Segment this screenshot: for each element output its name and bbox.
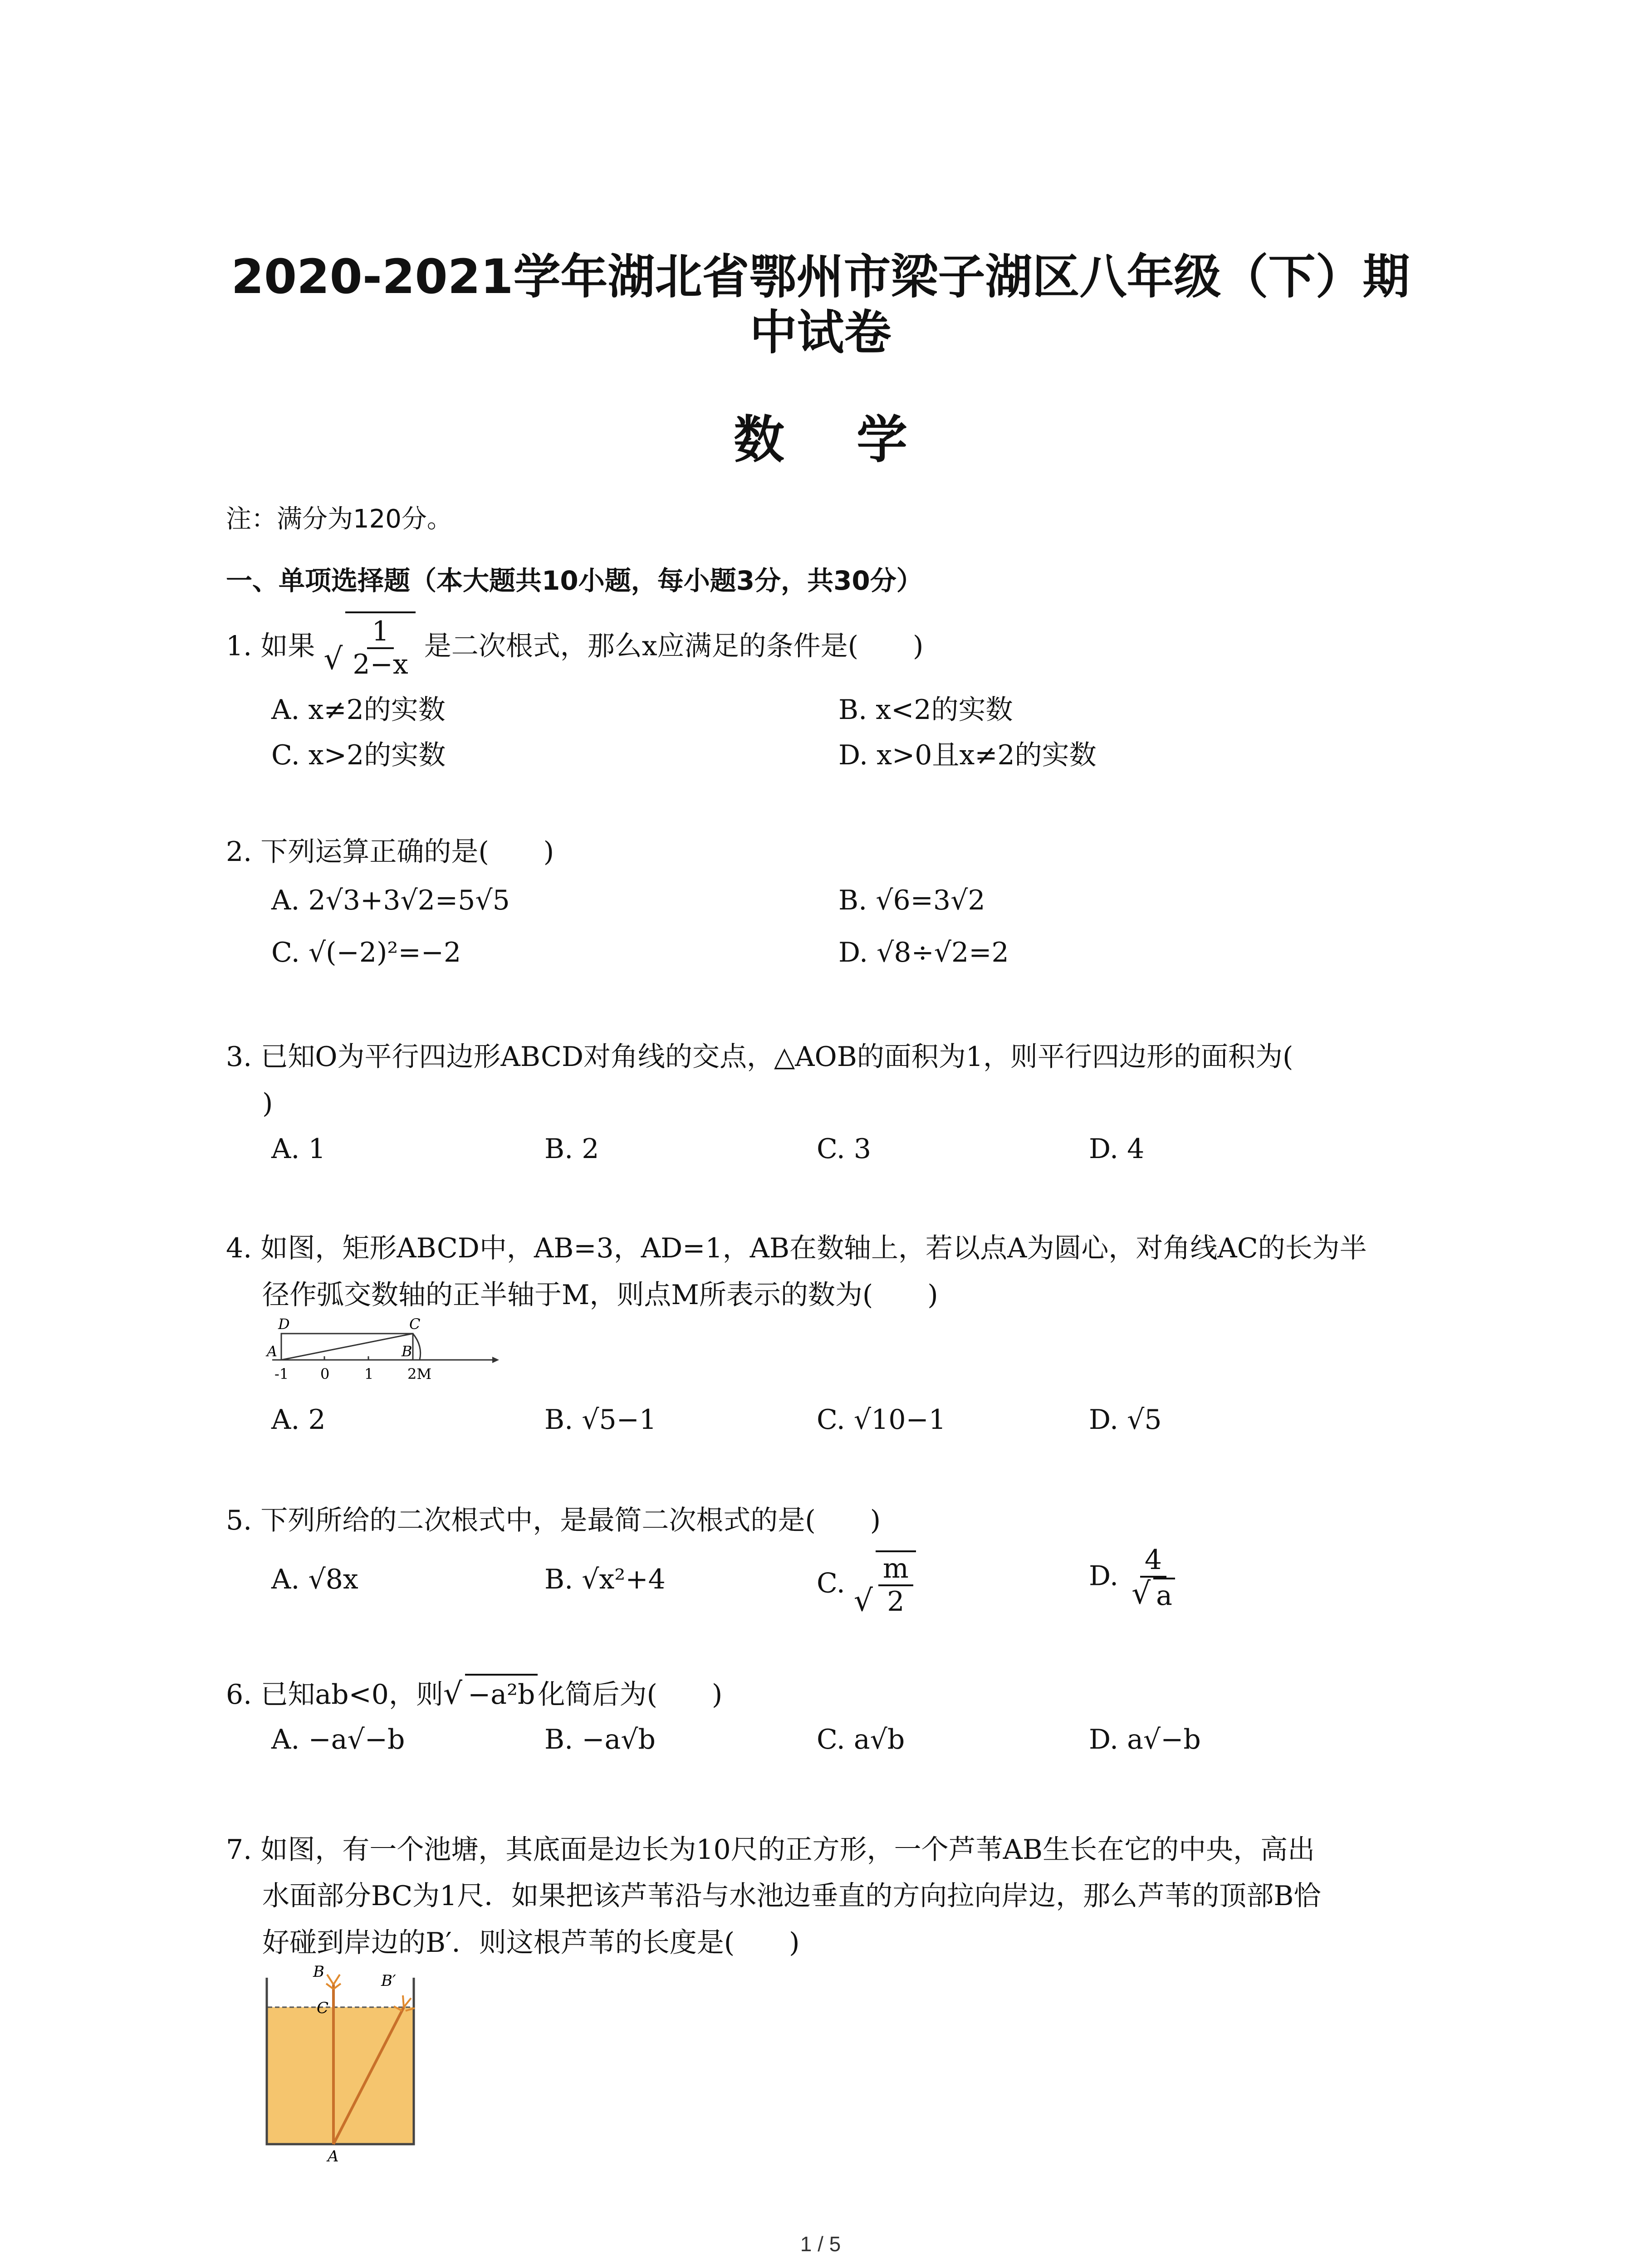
q7-pond-figure <box>254 1964 445 2164</box>
q5-c-radical <box>854 1550 916 1618</box>
q5-c-den: 2 <box>887 1586 905 1618</box>
q3-option-a[interactable]: A. 1 <box>271 1133 326 1165</box>
q6-option-b[interactable]: B. −a√b <box>544 1724 656 1755</box>
q6-option-c[interactable]: C. a√b <box>817 1724 905 1755</box>
q1-option-c[interactable]: C. x>2的实数 <box>271 739 446 771</box>
pond-water <box>268 2007 413 2143</box>
q4-option-a[interactable]: A. 2 <box>271 1404 326 1436</box>
radical-sign-icon: √ <box>443 1676 463 1711</box>
q2-option-b[interactable]: B. √6=3√2 <box>838 885 985 916</box>
question-1 <box>226 611 923 680</box>
q6-stem: 化简后为( ) <box>538 1679 723 1711</box>
question-7-line1: 7. 如图，有一个池塘，其底面是边长为10尺的正方形，一个芦苇AB生长在它的中央，高出 <box>226 1834 1315 1866</box>
q5-d-num: 4 <box>1140 1545 1166 1578</box>
q1-radical <box>323 611 415 680</box>
q2-option-d[interactable]: D. √8÷√2=2 <box>838 937 1009 968</box>
q3-option-d[interactable]: D. 4 <box>1089 1133 1145 1165</box>
axis-arrow-icon <box>492 1357 499 1363</box>
tick-label-m1: -1 <box>274 1365 289 1383</box>
q1-frac-den: 2−x <box>353 649 408 680</box>
question-3-line2: ) <box>262 1088 273 1119</box>
q5-option-b[interactable]: B. √x²+4 <box>544 1564 666 1595</box>
q6-radicand: −a²b <box>465 1674 538 1713</box>
tick-label-2m: 2M <box>407 1365 432 1383</box>
diagonal-ac <box>281 1334 413 1360</box>
section-heading: 一、单项选择题（本大题共10小题，每小题3分，共30分） <box>226 565 923 596</box>
q4-option-d[interactable]: D. √5 <box>1089 1404 1162 1436</box>
q5-c-num: m <box>878 1553 913 1586</box>
q1-lead: 1. 如果 <box>226 630 315 662</box>
question-4-line1: 4. 如图，矩形ABCD中，AB=3，AD=1，AB在数轴上，若以点A为圆心，对角线AC的长为半 <box>226 1232 1367 1264</box>
q3-option-c[interactable]: C. 3 <box>817 1133 872 1165</box>
q4-option-b[interactable]: B. √5−1 <box>544 1404 657 1436</box>
q4-option-c[interactable]: C. √10−1 <box>817 1404 946 1436</box>
label-a: A <box>328 2147 339 2164</box>
exam-title-line1: 2020-2021学年湖北省鄂州市梁子湖区八年级（下）期 <box>231 249 1410 304</box>
q5-d-label: D. <box>1089 1560 1119 1592</box>
exam-title-line2: 中试卷 <box>749 305 892 360</box>
q1-fraction <box>348 616 412 680</box>
radical-sign-icon: √ <box>1132 1576 1151 1611</box>
tick-label-1: 1 <box>364 1365 374 1383</box>
question-7-line2: 水面部分BC为1尺．如果把该芦苇沿与水池边垂直的方向拉向岸边，那么芦苇的顶部B恰 <box>262 1880 1321 1912</box>
q6-option-d[interactable]: D. a√−b <box>1089 1724 1201 1755</box>
q5-option-d[interactable] <box>1089 1545 1180 1612</box>
q1-stem: 是二次根式，那么x应满足的条件是( ) <box>424 630 924 662</box>
q5-d-den: a <box>1153 1578 1175 1612</box>
q6-option-a[interactable]: A. −a√−b <box>271 1724 405 1755</box>
q2-option-a[interactable]: A. 2√3+3√2=5√5 <box>271 885 510 916</box>
label-c: C <box>317 1999 329 2017</box>
q1-option-b[interactable]: B. x<2的实数 <box>838 694 1013 726</box>
q1-option-a[interactable]: A. x≠2的实数 <box>271 694 446 726</box>
q3-option-b[interactable]: B. 2 <box>544 1133 599 1165</box>
question-7-line3: 好碰到岸边的B′．则这根芦苇的长度是( ) <box>262 1927 800 1959</box>
question-2: 2. 下列运算正确的是( ) <box>226 836 554 868</box>
question-4-line2: 径作弧交数轴的正半轴于M，则点M所表示的数为( ) <box>262 1279 938 1311</box>
score-note: 注：满分为120分。 <box>226 504 452 534</box>
q4-number-line-figure <box>263 1313 499 1386</box>
q6-radical <box>443 1674 538 1713</box>
label-d: D <box>278 1315 290 1333</box>
q5-c-label: C. <box>817 1567 845 1599</box>
label-a: A <box>267 1343 278 1360</box>
q5-option-c[interactable] <box>817 1550 916 1618</box>
page-number: 1 / 5 <box>800 2232 841 2256</box>
question-3-line1: 3. 已知O为平行四边形ABCD对角线的交点，△AOB的面积为1，则平行四边形的面积为( <box>226 1041 1293 1073</box>
radical-sign-icon: √ <box>853 1583 873 1618</box>
q1-frac-num: 1 <box>367 616 393 649</box>
label-c: C <box>409 1315 421 1333</box>
q5-d-fraction <box>1127 1545 1180 1612</box>
label-b: B <box>402 1343 412 1360</box>
question-6 <box>226 1674 722 1713</box>
label-b: B <box>313 1964 324 1981</box>
q5-option-a[interactable]: A. √8x <box>271 1564 358 1595</box>
question-5: 5. 下列所给的二次根式中，是最简二次根式的是( ) <box>226 1505 881 1536</box>
q1-option-d[interactable]: D. x>0且x≠2的实数 <box>838 739 1097 771</box>
q6-lead: 6. 已知ab<0，则 <box>226 1679 443 1711</box>
q2-option-c[interactable]: C. √(−2)²=−2 <box>271 937 461 968</box>
exam-subject: 数 学 <box>734 411 935 469</box>
arc-cm <box>413 1334 421 1360</box>
tick-label-0: 0 <box>320 1365 330 1383</box>
label-b-prime: B′ <box>381 1972 396 1990</box>
radical-sign-icon: √ <box>323 641 343 676</box>
